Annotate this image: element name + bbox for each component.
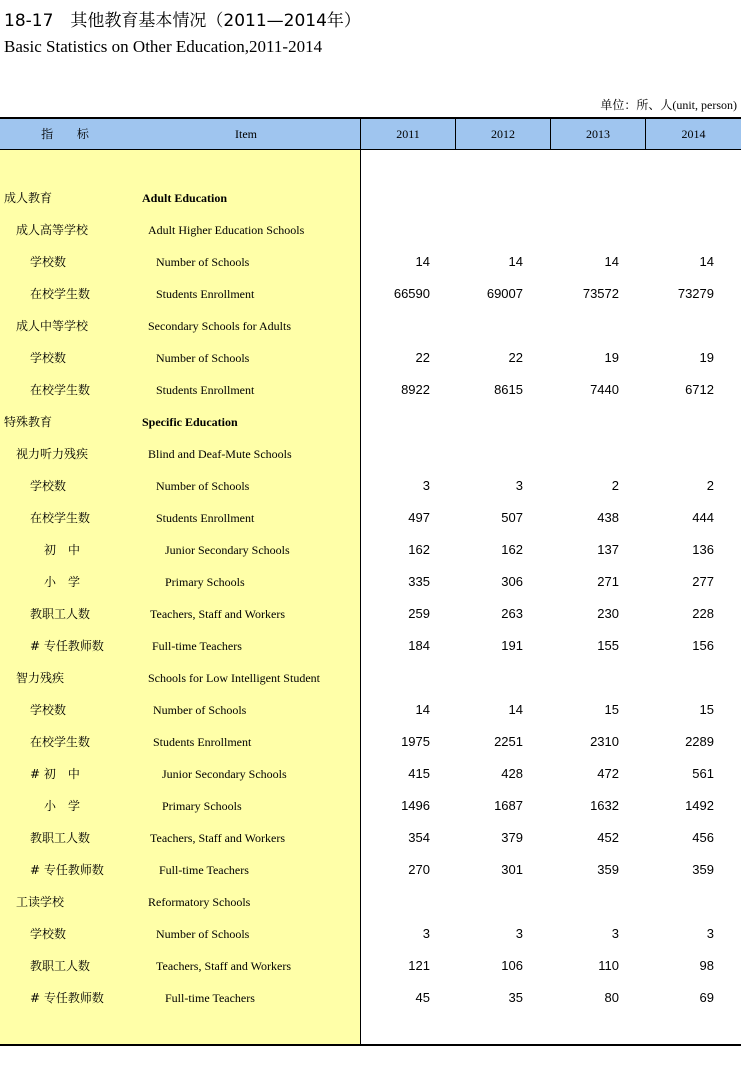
row-label-cn: 学校数 [30,255,67,269]
value-cell-2013: 80 [604,990,619,1005]
value-cell-2011: 22 [415,350,430,365]
value-cell-2011: 66590 [393,286,430,301]
table-row [0,950,741,982]
value-cell-2012: 3 [515,926,523,941]
row-label-en: Teachers, Staff and Workers [150,831,286,845]
row-label-cn: 小 学 [44,799,81,813]
value-cell-2014: 136 [692,542,714,557]
table-row [0,822,741,854]
row-label-cn: 在校学生数 [30,287,91,301]
row-label-en: Students Enrollment [156,287,255,301]
value-cell-2013: 110 [598,958,619,973]
row-label-en: Junior Secondary Schools [162,767,287,781]
value-cell-2011: 3 [422,478,430,493]
row-label-cn: 初 中 [44,543,81,557]
row-label-cn: 教职工人数 [30,831,91,845]
table-row [0,182,741,214]
row-label-cn: 视力听力残疾 [16,447,89,461]
row-label-cn: # 初 中 [30,767,80,781]
value-cell-2011: 162 [408,542,430,557]
value-cell-2011: 121 [408,958,430,973]
table-row [0,630,741,662]
value-cell-2011: 1496 [401,798,430,813]
table-row [0,374,741,406]
value-cell-2014: 73279 [677,286,714,301]
row-label-en: Schools for Low Intelligent Student [148,671,320,685]
value-cell-2013: 1632 [590,798,619,813]
value-cell-2012: 2251 [494,734,523,749]
table-row [0,310,741,342]
table-row [0,246,741,278]
row-label-cn: 成人高等学校 [16,223,89,237]
value-cell-2012: 507 [501,510,523,525]
value-cell-2014: 156 [692,638,714,653]
value-cell-2013: 271 [597,574,619,589]
table-row [0,694,741,726]
row-label-en: Number of Schools [156,927,250,941]
value-cell-2014: 561 [692,766,714,781]
value-cell-2014: 228 [692,606,714,621]
value-cell-2013: 452 [597,830,619,845]
value-cell-2013: 155 [597,638,619,653]
value-cell-2011: 270 [408,862,430,877]
header-item-en: Item [235,127,257,141]
value-cell-2014: 98 [699,958,714,973]
row-label-cn: 学校数 [30,479,67,493]
row-label-en: Teachers, Staff and Workers [150,607,286,621]
row-label-en: Blind and Deaf-Mute Schools [148,447,292,461]
row-label-cn: 特殊教育 [4,415,53,429]
header-year-2013: 2013 [586,127,610,141]
value-cell-2011: 45 [415,990,430,1005]
row-label-en: Primary Schools [165,575,245,589]
value-cell-2011: 14 [415,254,430,269]
value-cell-2014: 15 [699,702,714,717]
header-year-2014: 2014 [681,127,706,141]
value-cell-2013: 230 [597,606,619,621]
value-cell-2013: 19 [604,350,619,365]
row-label-en: Number of Schools [153,703,247,717]
value-cell-2012: 3 [515,478,523,493]
header-item-cn: 指 标 [41,127,99,141]
value-cell-2014: 359 [692,862,714,877]
value-cell-2011: 3 [422,926,430,941]
table-row [0,662,741,694]
row-label-cn: 成人教育 [4,191,53,205]
row-label-en: Teachers, Staff and Workers [156,959,292,973]
value-cell-2013: 2310 [590,734,619,749]
value-cell-2014: 277 [692,574,714,589]
row-label-en: Students Enrollment [156,383,255,397]
table-row [0,566,741,598]
value-cell-2014: 1492 [685,798,714,813]
value-cell-2011: 184 [408,638,430,653]
table-row [0,918,741,950]
table-row [0,854,741,886]
value-cell-2013: 7440 [590,382,619,397]
row-label-cn: 工读学校 [16,895,65,909]
value-cell-2011: 497 [408,510,430,525]
table-row [0,470,741,502]
value-cell-2014: 2 [706,478,714,493]
table-bottom-rule [0,1044,741,1046]
value-cell-2013: 359 [597,862,619,877]
table-row [0,758,741,790]
value-cell-2013: 14 [604,254,619,269]
row-label-cn: 学校数 [30,703,67,717]
row-label-en: Full-time Teachers [159,863,249,877]
value-cell-2012: 263 [501,606,523,621]
value-cell-2014: 6712 [685,382,714,397]
row-label-cn: 智力残疾 [16,671,65,685]
value-cell-2012: 8615 [494,382,523,397]
value-cell-2012: 428 [501,766,523,781]
table-row [0,534,741,566]
row-label-en: Primary Schools [162,799,242,813]
value-cell-2014: 69 [699,990,714,1005]
value-cell-2013: 73572 [582,286,619,301]
value-cell-2014: 19 [699,350,714,365]
value-cell-2013: 137 [597,542,619,557]
value-cell-2013: 3 [611,926,619,941]
value-cell-2012: 1687 [494,798,523,813]
table-row [0,214,741,246]
table-row [0,278,741,310]
page-title-cn: 18-17 其他教育基本情况（2011—2014年） [4,11,361,31]
value-cell-2011: 8922 [401,382,430,397]
row-label-cn: 学校数 [30,927,67,941]
row-label-en: Secondary Schools for Adults [148,319,291,333]
value-cell-2011: 415 [408,766,430,781]
value-cell-2012: 22 [508,350,523,365]
value-cell-2014: 444 [692,510,714,525]
value-cell-2012: 191 [501,638,523,653]
row-label-en: Students Enrollment [153,735,252,749]
value-cell-2012: 69007 [486,286,523,301]
value-cell-2012: 14 [508,702,523,717]
value-cell-2011: 354 [408,830,430,845]
row-label-cn: # 专任教师数 [30,991,104,1005]
row-label-cn: 在校学生数 [30,735,91,749]
value-cell-2013: 438 [597,510,619,525]
value-cell-2013: 2 [611,478,619,493]
row-label-cn: 在校学生数 [30,511,91,525]
value-cell-2012: 106 [501,958,523,973]
row-label-en: Junior Secondary Schools [165,543,290,557]
value-cell-2011: 1975 [401,734,430,749]
header-year-2012: 2012 [491,127,515,141]
row-label-cn: 在校学生数 [30,383,91,397]
value-cell-2014: 456 [692,830,714,845]
unit-note: 单位：所、人(unit, person) [600,98,737,112]
page-title-en: Basic Statistics on Other Education,2011-2014 [4,37,323,56]
table-row [0,790,741,822]
value-cell-2013: 15 [604,702,619,717]
value-cell-2013: 472 [597,766,619,781]
row-label-en: Adult Education [142,191,228,205]
table-row [0,982,741,1014]
table-row [0,598,741,630]
row-label-en: Number of Schools [156,255,250,269]
value-cell-2011: 14 [415,702,430,717]
value-cell-2011: 259 [408,606,430,621]
value-cell-2014: 14 [699,254,714,269]
row-label-cn: 小 学 [44,575,81,589]
table-row [0,886,741,918]
table-row [0,438,741,470]
row-label-cn: 教职工人数 [30,959,91,973]
row-label-en: Number of Schools [156,351,250,365]
value-cell-2012: 306 [501,574,523,589]
row-label-cn: 教职工人数 [30,607,91,621]
value-cell-2012: 379 [501,830,523,845]
value-cell-2012: 301 [501,862,523,877]
table-row [0,406,741,438]
row-label-cn: 成人中等学校 [16,319,89,333]
table-row [0,502,741,534]
row-label-cn: # 专任教师数 [30,639,104,653]
value-cell-2014: 2289 [685,734,714,749]
value-cell-2012: 14 [508,254,523,269]
row-label-en: Students Enrollment [156,511,255,525]
table-row [0,342,741,374]
row-label-en: Number of Schools [156,479,250,493]
row-label-en: Full-time Teachers [152,639,242,653]
value-cell-2012: 35 [508,990,523,1005]
value-cell-2011: 335 [408,574,430,589]
row-label-cn: 学校数 [30,351,67,365]
row-label-en: Specific Education [142,415,238,429]
table-row [0,726,741,758]
row-label-en: Full-time Teachers [165,991,255,1005]
header-year-2011: 2011 [396,127,420,141]
value-cell-2014: 3 [706,926,714,941]
row-label-cn: # 专任教师数 [30,863,104,877]
value-cell-2012: 162 [501,542,523,557]
row-label-en: Reformatory Schools [148,895,251,909]
row-label-en: Adult Higher Education Schools [148,223,305,237]
